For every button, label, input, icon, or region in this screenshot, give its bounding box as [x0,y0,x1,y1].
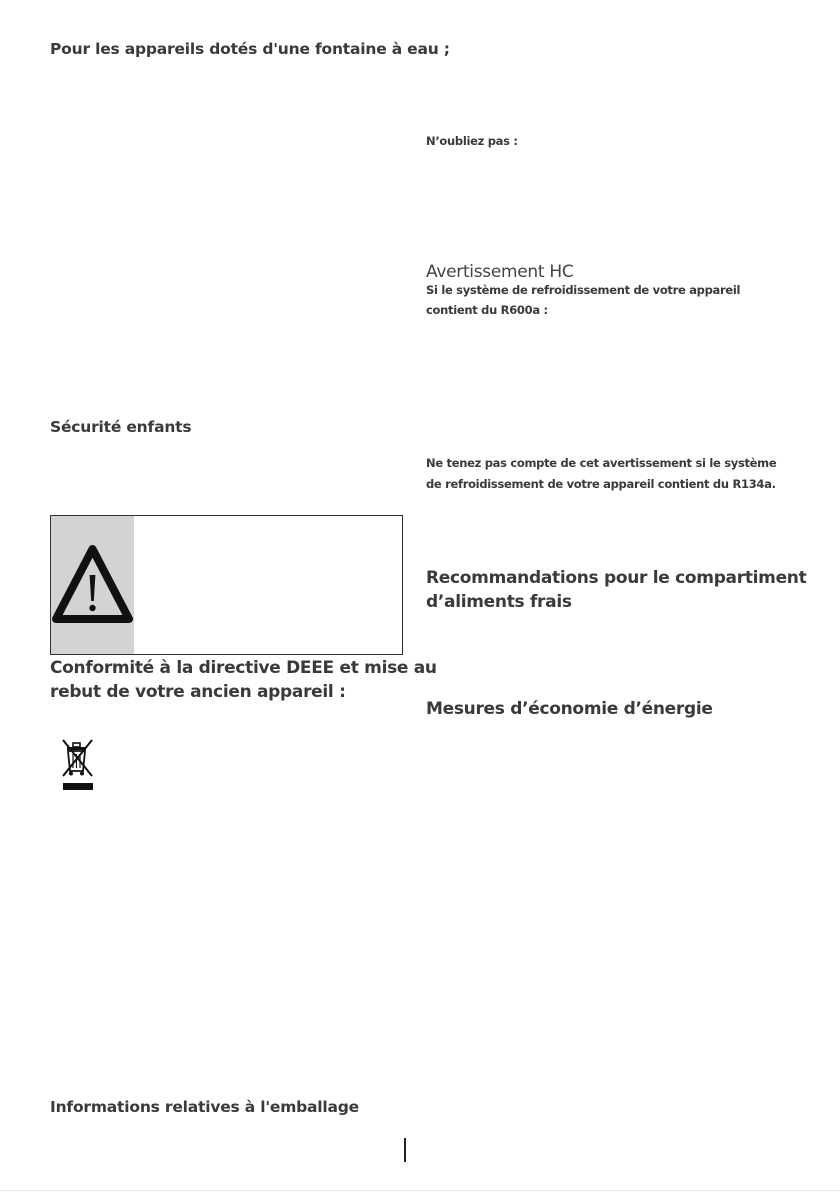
warning-box [50,515,403,655]
weee-heading-line1: Conformité à la directive DEEE et mise au [50,658,437,678]
child-safety-heading: Sécurité enfants [50,418,192,436]
r134a-note-line1: Ne tenez pas compte de cet avertissement si le système [426,456,777,470]
hc-warning-line1: Si le système de refroidissement de votre appareil [426,283,741,297]
hc-warning-line2: contient du R600a : [426,303,548,317]
water-fountain-heading: Pour les appareils dotés d'une fontaine à eau ; [50,40,450,58]
hc-warning-heading: Avertissement HC [426,262,574,282]
energy-saving-heading: Mesures d’économie d’énergie [426,699,713,719]
weee-heading-line2: rebut de votre ancien appareil : [50,682,346,702]
reminder-heading: N’oubliez pas : [426,134,518,148]
warning-triangle-icon [51,543,134,633]
page-bottom-line [0,1190,840,1191]
page-divider [404,1138,406,1162]
crossed-out-wheelie-bin-icon [60,738,96,792]
r134a-note-line2: de refroidissement de votre appareil contient du R134a. [426,477,776,491]
fresh-food-heading-line2: d’aliments frais [426,592,572,612]
packaging-heading: Informations relatives à l'emballage [50,1098,359,1116]
fresh-food-heading-line1: Recommandations pour le compartiment [426,568,807,588]
